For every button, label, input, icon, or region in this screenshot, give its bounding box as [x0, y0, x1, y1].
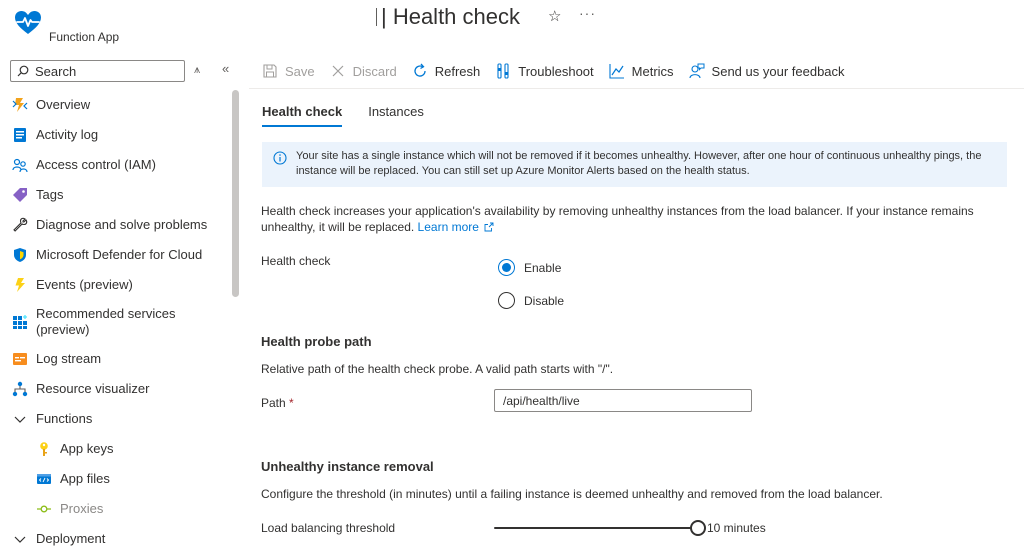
discard-button[interactable]: [330, 63, 397, 79]
hierarchy-icon: [12, 381, 28, 397]
disable-radio[interactable]: [498, 292, 564, 309]
save-label: Save: [285, 63, 315, 79]
path-label-text: Path: [261, 396, 286, 410]
proxy-icon: [36, 501, 52, 517]
sidebar-item-label: Tags: [36, 187, 64, 202]
health-check-label: Health check: [261, 254, 331, 268]
save-icon: [262, 63, 278, 79]
info-icon: [273, 151, 287, 165]
sidebar-item-label: App files: [60, 471, 110, 486]
sidebar-item-label: Recommended services (preview): [36, 306, 176, 337]
health-check-description: [261, 203, 1006, 235]
threshold-slider[interactable]: [494, 519, 704, 537]
radio-indicator-checked: [498, 259, 515, 276]
activity-log-icon: [12, 127, 28, 143]
external-link-icon: [484, 222, 494, 232]
collapse-sidebar-icon[interactable]: «: [222, 61, 230, 76]
feedback-label: Send us your feedback: [711, 63, 845, 79]
sidebar-item-label: Deployment: [36, 531, 106, 546]
sidebar-item-label: App keys: [60, 441, 114, 456]
refresh-label: Refresh: [434, 63, 481, 79]
disable-radio-label: Disable: [524, 293, 565, 308]
threshold-label: Load balancing threshold: [261, 521, 396, 535]
metrics-label: Metrics: [631, 63, 674, 79]
sidebar-item-activity-log[interactable]: [0, 120, 228, 150]
radio-indicator: [498, 292, 515, 309]
learn-more-label: Learn more: [417, 220, 479, 234]
tab-bar: [262, 104, 450, 127]
sidebar-item-events[interactable]: [0, 270, 228, 300]
key-icon: [36, 441, 52, 457]
sidebar-item-label: Resource visualizer: [36, 381, 150, 396]
sidebar-item-label: Activity log: [36, 127, 99, 142]
enable-radio-label: Enable: [524, 260, 562, 275]
sidebar-item-label: Log stream: [36, 351, 102, 366]
sidebar-item-overview[interactable]: [0, 90, 228, 120]
sidebar-item-label: Access control (IAM): [36, 157, 156, 172]
sidebar-nav: [0, 90, 228, 554]
troubleshoot-icon: [495, 63, 511, 79]
sidebar-item-app-files[interactable]: [0, 464, 228, 494]
feedback-button[interactable]: [689, 63, 845, 79]
page-title: | Health check: [381, 4, 521, 29]
page-title-group: [376, 3, 520, 31]
lightning-icon: [12, 277, 28, 293]
more-icon[interactable]: ···: [579, 5, 596, 21]
slider-track: [494, 527, 698, 529]
sidebar-item-label: Diagnose and solve problems: [36, 217, 208, 232]
discard-label: Discard: [352, 63, 397, 79]
sidebar-item-label: Overview: [36, 97, 91, 112]
instance-removal-heading: Unhealthy instance removal: [261, 459, 434, 474]
sidebar-search[interactable]: [10, 60, 185, 82]
search-icon: [17, 65, 29, 77]
sidebar-item-label: Microsoft Defender for Cloud: [36, 247, 203, 262]
metrics-button[interactable]: [609, 63, 674, 79]
close-icon: [330, 63, 346, 79]
sidebar-item-proxies[interactable]: [0, 494, 228, 524]
sidebar-item-label: Proxies: [60, 501, 104, 516]
shield-icon: [12, 247, 28, 263]
sidebar-group-deployment[interactable]: [0, 524, 228, 554]
tab-instances[interactable]: Instances: [368, 104, 424, 119]
chevron-down-icon: [12, 531, 28, 547]
path-input[interactable]: [494, 389, 752, 412]
sidebar-item-diagnose[interactable]: [0, 210, 228, 240]
people-icon: [12, 157, 28, 173]
resource-type-label: Function App: [49, 30, 120, 44]
sidebar-item-resource-visualizer[interactable]: [0, 374, 228, 404]
info-banner-text: Your site has a single instance which will not be removed if it becomes unhealthy. However, after one hour of continuous unhealthy pings, the instance will be replaced. You can still set up Azure Monitor Alerts based on the health status.: [296, 150, 982, 177]
function-app-heart-icon: [14, 10, 42, 36]
feedback-icon: [689, 63, 705, 79]
slider-thumb[interactable]: [690, 520, 706, 536]
sidebar-item-defender[interactable]: [0, 240, 228, 270]
sidebar-item-log-stream[interactable]: [0, 344, 228, 374]
path-field-label: [261, 396, 294, 410]
sidebar-item-recommended-services[interactable]: [0, 300, 228, 344]
grid-icon: [12, 314, 28, 330]
sidebar-item-label: Events (preview): [36, 277, 133, 292]
refresh-icon: [412, 63, 428, 79]
sidebar-item-label: Functions: [36, 411, 93, 426]
title-separator: [376, 8, 377, 26]
learn-more-link[interactable]: [418, 220, 495, 234]
save-button[interactable]: [262, 63, 315, 79]
probe-path-heading: Health probe path: [261, 334, 372, 349]
star-icon[interactable]: ☆: [548, 8, 562, 25]
toolbar-divider: [249, 88, 1024, 89]
tag-icon: [12, 187, 28, 203]
code-file-icon: [36, 471, 52, 487]
troubleshoot-label: Troubleshoot: [518, 63, 594, 79]
lightning-icon: [12, 97, 28, 113]
command-bar: [262, 58, 860, 84]
instance-removal-description: Configure the threshold (in minutes) until a failing instance is deemed unhealthy and removed from the load balancer.: [261, 487, 883, 501]
refresh-button[interactable]: [412, 63, 481, 79]
required-asterisk: *: [289, 396, 294, 410]
scrollbar-thumb[interactable]: [232, 90, 239, 297]
expand-all-icon[interactable]: ⩚: [194, 64, 201, 76]
sidebar: [0, 56, 243, 558]
sidebar-scrollbar[interactable]: [231, 90, 240, 558]
probe-path-description: Relative path of the health check probe. A valid path starts with "/".: [261, 362, 614, 376]
tab-health-check[interactable]: Health check: [262, 104, 342, 127]
sidebar-group-functions[interactable]: [0, 404, 228, 434]
troubleshoot-button[interactable]: [495, 63, 593, 79]
enable-radio[interactable]: [498, 259, 561, 276]
info-banner: [262, 142, 1007, 187]
metrics-chart-icon: [609, 63, 625, 79]
sidebar-item-tags[interactable]: [0, 180, 228, 210]
threshold-value: 10 minutes: [707, 521, 766, 535]
log-stream-icon: [12, 351, 28, 367]
page-header: [0, 0, 1024, 56]
wrench-icon: [12, 217, 28, 233]
sidebar-item-app-keys[interactable]: [0, 434, 228, 464]
description-text: Health check increases your application's availability by removing unhealthy instances from the load balancer. If your instance remains unhealthy, it will be replaced.: [261, 204, 974, 234]
chevron-down-icon: [12, 411, 28, 427]
sidebar-item-access-control[interactable]: [0, 150, 228, 180]
search-input[interactable]: [35, 64, 175, 79]
